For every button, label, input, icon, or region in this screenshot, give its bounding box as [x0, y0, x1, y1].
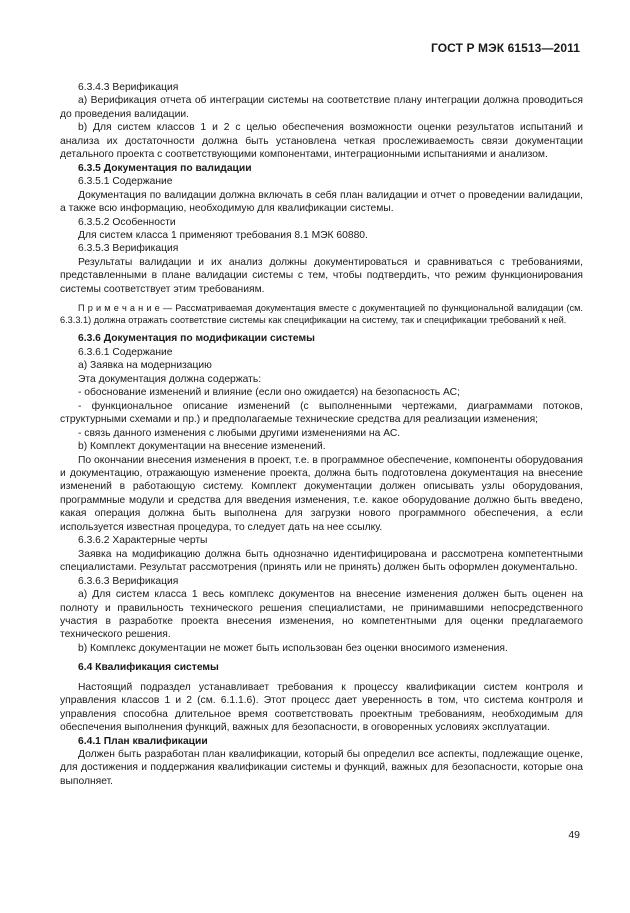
paragraph: - связь данного изменения с любыми другими изменениями на АС.: [78, 427, 401, 439]
paragraph: 6.3.5.2 Особенности: [78, 216, 176, 228]
section-heading: 6.4.1 План квалификации: [78, 735, 208, 747]
paragraph: b) Комплект документации на внесение изменений.: [78, 441, 326, 453]
paragraph: Результаты валидации и их анализ должны документироваться и сравниваться с требованиями, представленными в плане валидации системы с тем, чтобы подтвердить, что режим функционирования системы соответствует этим требованиям.: [60, 256, 583, 295]
paragraph: - функциональное описание изменений (с выполненными чертежами, диаграммами потоков, структурными схемами и пр.) и предполагаемые технические средства для реализации изменения;: [60, 400, 583, 426]
paragraph: b) Для систем классов 1 и 2 с целью обеспечения возможности оценки результатов испытаний и анализа их достаточности должна быть установлена четкая прослеживаемость связи документации детального проекта с соответствующими компонентами, интеграционными испытаниями и анализом.: [60, 122, 583, 161]
paragraph: Эта документация должна содержать:: [78, 373, 262, 385]
paragraph: а) Заявка на модернизацию: [78, 360, 212, 372]
section-heading: 6.3.5 Документация по валидации: [78, 162, 252, 174]
paragraph: Документация по валидации должна включать в себя план валидации и отчет о проведении валидации, а также всю информацию, необходимую для квалификации системы.: [60, 189, 583, 215]
standard-header: ГОСТ Р МЭК 61513—2011: [430, 41, 580, 55]
paragraph: 6.3.6.2 Характерные черты: [78, 535, 208, 547]
section-heading: 6.3.6 Документация по модификации системы: [78, 333, 315, 345]
paragraph: 6.3.6.1 Содержание: [78, 346, 173, 358]
paragraph: а) Для систем класса 1 весь комплекс документов на внесение изменения должен быть оценен на полноту и правильность технического решения специалистами, не принимавшими непосредственного участия в разработке проекта внесения изменения, но компетентными для оценки предлагаемого технического решения.: [60, 589, 583, 641]
paragraph: Для систем класса 1 применяют требования 8.1 МЭК 60880.: [78, 229, 368, 241]
document-body: [60, 81, 583, 788]
paragraph: Настоящий подраздел устанавливает требования к процессу квалификации систем контроля и управления классов 1 и 2 (см. 6.1.1.6). Этот процесс дает уверенность в том, что система контроля и управления способна длительное время соответствовать проектным требованиям, необходимым для обеспечения выполнения функций, важных для безопасности, в оговоренных условиях эксплуатации.: [60, 681, 583, 734]
paragraph: - обоснование изменений и влияние (если оно ожидается) на безопасность АС;: [78, 387, 460, 399]
paragraph: b) Комплекс документации не может быть использован без оценки вносимого изменения.: [78, 642, 508, 654]
paragraph: 6.3.4.3 Верификация: [78, 82, 179, 93]
section-heading: 6.4 Квалификация системы: [78, 662, 219, 674]
paragraph: 6.3.5.1 Содержание: [78, 176, 173, 188]
note-paragraph: П р и м е ч а н и е — Рассматриваемая документация вместе с документацией по функциональной валидации (см. 6.3.3.1) должна отражать соответствие системы как спецификации на систему, так и спецификации требований к ней.: [60, 303, 583, 326]
paragraph: По окончании внесения изменения в проект, т.е. в программное обеспечение, компоненты оборудования и документацию, отражающую изменение проекта, должна быть подготовлена документация на внесение изменений в работающую систему. Комплект документации должен описывать узлы оборудования, программные модули и средства для введения изменения, т.е. какое оборудование должно быть введено, какая операция должна быть выполнена для загрузки нового программного обеспечения, а если используется известная процедура, то следует дать на нее ссылку.: [60, 454, 583, 533]
paragraph: а) Верификация отчета об интеграции системы на соответствие плану интеграции должна проводиться до проведения валидации.: [60, 95, 583, 120]
paragraph: Должен быть разработан план квалификации, который бы определил все аспекты, подлежащие оценке, для достижения и поддержания квалификации системы и функций, важных для безопасности, которые она выполняет.: [60, 749, 583, 787]
paragraph: 6.3.5.3 Верификация: [78, 243, 179, 255]
paragraph: Заявка на модификацию должна быть однозначно идентифицирована и рассмотрена компетентными специалистами. Результат рассмотрения (принять или не принять) должен быть оформлен документально.: [60, 548, 583, 574]
paragraph: 6.3.6.3 Верификация: [78, 575, 179, 587]
page-number: 49: [568, 829, 580, 841]
